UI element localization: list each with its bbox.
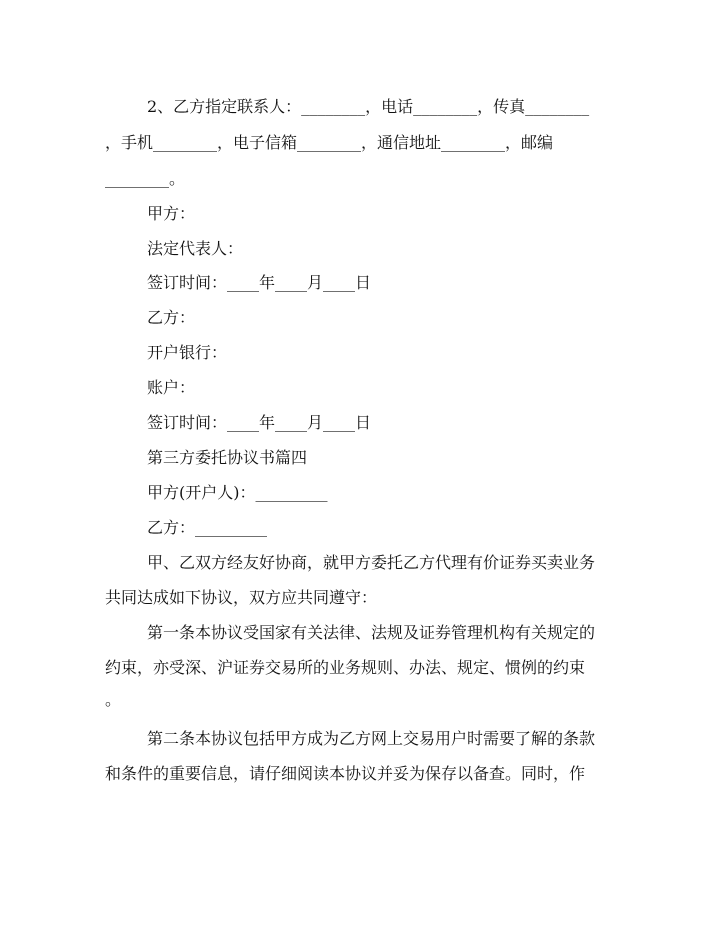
signing-date-line-2: 签订时间：____年____月____日: [147, 413, 372, 432]
article-2-line-2: 和条件的重要信息，请仔细阅读本协议并妥为保存以备查。同时，作: [105, 764, 586, 783]
party-b-label: 乙方：: [147, 308, 196, 327]
intro-paragraph-line-1: 甲、乙双方经友好协商，就甲方委托乙方代理有价证券买卖业务: [147, 553, 596, 572]
contact-info-line-1: 2、乙方指定联系人：________，电话________，传真________: [147, 97, 590, 116]
legal-representative-label: 法定代表人：: [147, 239, 244, 258]
article-2-line-1: 第二条本协议包括甲方成为乙方网上交易用户时需要了解的条款: [147, 729, 596, 748]
party-a-label: 甲方：: [147, 204, 196, 223]
section-heading: 第三方委托协议书篇四: [147, 448, 308, 467]
article-1-line-3: 。: [105, 690, 122, 709]
contact-info-line-2: ，手机________，电子信箱________，通信地址________，邮编: [105, 133, 554, 152]
party-b-line: 乙方：_________: [147, 518, 268, 537]
bank-label: 开户银行：: [147, 343, 228, 362]
intro-paragraph-line-2: 共同达成如下协议，双方应共同遵守：: [105, 588, 378, 607]
account-label: 账户：: [147, 378, 196, 397]
article-1-line-2: 约束，亦受深、沪证券交易所的业务规则、办法、规定、惯例的约束: [105, 658, 586, 677]
signing-date-line-1: 签订时间：____年____月____日: [147, 273, 372, 292]
article-1-line-1: 第一条本协议受国家有关法律、法规及证券管理机构有关规定的: [147, 623, 596, 642]
party-a-account-holder: 甲方(开户人)：_________: [147, 483, 328, 502]
contact-info-line-3: ________。: [105, 169, 186, 188]
